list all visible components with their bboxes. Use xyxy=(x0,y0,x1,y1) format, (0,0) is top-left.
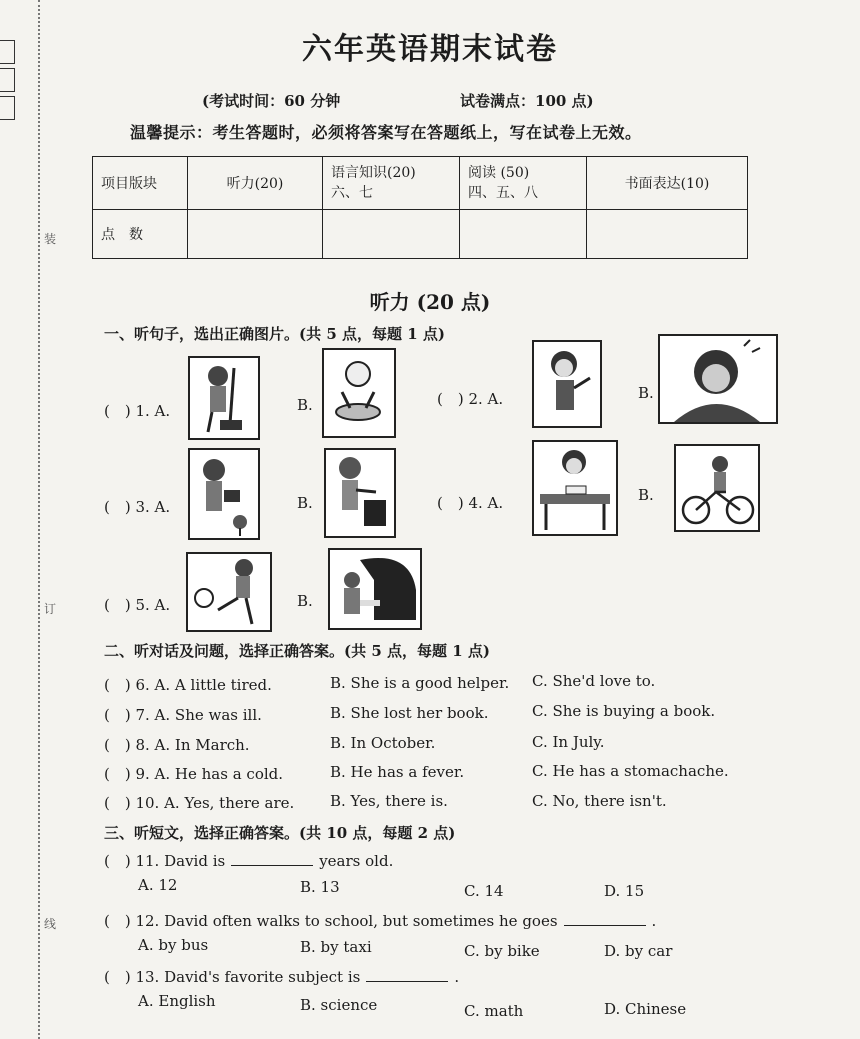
option-b-label: B. xyxy=(297,494,313,512)
stem-text: . xyxy=(454,968,460,986)
headache-icon xyxy=(660,336,776,422)
option-a: A. by bus xyxy=(138,936,209,954)
option-b: B. Yes, there is. xyxy=(330,792,448,810)
option-b: B. He has a fever. xyxy=(330,763,465,781)
question-number: ( ) 5. A. xyxy=(104,596,171,614)
cell-line: 语言知识(20) xyxy=(331,165,416,181)
cooking-icon xyxy=(326,450,394,536)
playing-piano-icon xyxy=(330,550,420,628)
question-number: ( ) 3. A. xyxy=(104,498,171,516)
option-c: C. by bike xyxy=(464,942,540,960)
option-c: C. She'd love to. xyxy=(532,672,656,690)
table-cell: 书面表达(10) xyxy=(587,157,748,210)
picture-option[interactable] xyxy=(532,440,618,536)
part1-heading: 一、听句子，选出正确图片。(共 5 点，每题 1 点) xyxy=(104,325,445,343)
question-number: ( ) 4. A. xyxy=(437,494,504,512)
question-stem: ( ) 8. A. In March. xyxy=(104,736,250,754)
table-cell: 听力(20) xyxy=(188,157,323,210)
question-stem: ( ) 6. A. A little tired. xyxy=(104,676,272,694)
answer-blank[interactable] xyxy=(231,853,313,866)
picture-option[interactable] xyxy=(188,356,260,440)
binding-line xyxy=(38,0,40,1039)
cell-line: 六、七 xyxy=(331,185,373,201)
cell-line: 四、五、八 xyxy=(468,185,538,201)
score-table xyxy=(92,156,748,259)
watering-flowers-icon xyxy=(190,450,258,538)
option-a: A. English xyxy=(138,992,216,1010)
doing-homework-icon xyxy=(534,442,616,534)
full-score: 试卷满点：100 点) xyxy=(460,92,594,110)
picture-option[interactable] xyxy=(186,552,272,632)
score-input-cell[interactable] xyxy=(188,210,323,259)
cell-line: 阅读 (50) xyxy=(468,165,530,181)
table-cell xyxy=(460,157,587,210)
margin-mark: 线 xyxy=(44,917,57,931)
picture-option[interactable] xyxy=(324,448,396,538)
question-number: ( ) 2. A. xyxy=(437,390,504,408)
answer-blank[interactable] xyxy=(564,913,646,926)
score-input-cell[interactable] xyxy=(460,210,587,259)
table-cell: 项目版块 xyxy=(93,157,188,210)
exam-time: (考试时间：60 分钟 xyxy=(202,92,341,110)
picture-option[interactable] xyxy=(322,348,396,438)
question-stem: ( ) 10. A. Yes, there are. xyxy=(104,794,295,812)
option-c: C. No, there isn't. xyxy=(532,792,667,810)
option-d: D. 15 xyxy=(604,882,645,900)
option-b-label: B. xyxy=(297,396,313,414)
score-input-cell[interactable] xyxy=(587,210,748,259)
option-d: D. by car xyxy=(604,942,673,960)
option-b: B. In October. xyxy=(330,734,436,752)
stem-text: years old. xyxy=(319,852,394,870)
option-c: C. math xyxy=(464,1002,524,1020)
answer-blank[interactable] xyxy=(366,969,448,982)
stem-text: ( ) 13. David's favorite subject is xyxy=(104,968,361,986)
stem-text: ( ) 12. David often walks to school, but sometimes he goes xyxy=(104,912,558,930)
option-b: B. She is a good helper. xyxy=(330,674,510,692)
option-b: B. by taxi xyxy=(300,938,372,956)
table-cell: 点 数 xyxy=(93,210,188,259)
option-b: B. 13 xyxy=(300,878,340,896)
picture-option[interactable] xyxy=(532,340,602,428)
picture-option[interactable] xyxy=(658,334,778,424)
option-b: B. She lost her book. xyxy=(330,704,489,722)
table-cell xyxy=(323,157,460,210)
margin-mark: 订 xyxy=(44,602,57,616)
option-c: C. In July. xyxy=(532,733,605,751)
section-title: 听力 (20 点) xyxy=(369,290,491,314)
picture-option[interactable] xyxy=(328,548,422,630)
corner-box xyxy=(0,96,15,120)
exam-title: 六年英语期末试卷 xyxy=(302,32,558,67)
picture-option[interactable] xyxy=(188,448,260,540)
score-input-cell[interactable] xyxy=(323,210,460,259)
option-d: D. Chinese xyxy=(604,1000,687,1018)
sweeping-icon xyxy=(190,358,258,438)
playing-football-icon xyxy=(188,554,270,630)
picture-option[interactable] xyxy=(674,444,760,532)
question-stem xyxy=(104,966,459,987)
question-stem xyxy=(104,850,393,871)
question-stem: ( ) 7. A. She was ill. xyxy=(104,706,262,724)
corner-box xyxy=(0,68,15,92)
part2-heading: 二、听对话及问题，选择正确答案。(共 5 点，每题 1 点) xyxy=(104,642,490,660)
stem-text: . xyxy=(651,912,657,930)
question-number: ( ) 1. A. xyxy=(104,402,171,420)
part3-heading: 三、听短文，选择正确答案。(共 10 点，每题 2 点) xyxy=(104,824,456,842)
riding-bike-icon xyxy=(676,446,758,530)
washing-icon xyxy=(324,350,394,436)
question-stem: ( ) 9. A. He has a cold. xyxy=(104,765,284,783)
margin-mark: 装 xyxy=(44,232,57,246)
question-stem xyxy=(104,910,656,931)
option-c: C. 14 xyxy=(464,882,504,900)
option-b-label: B. xyxy=(638,486,654,504)
option-b: B. science xyxy=(300,996,378,1014)
option-b-label: B. xyxy=(638,384,654,402)
tip-text: 温馨提示：考生答题时，必须将答案写在答题纸上，写在试卷上无效。 xyxy=(130,123,642,142)
option-c: C. He has a stomachache. xyxy=(532,762,729,780)
option-b-label: B. xyxy=(297,592,313,610)
option-a: A. 12 xyxy=(138,876,178,894)
stem-text: ( ) 11. David is xyxy=(104,852,226,870)
girl-eating-icon xyxy=(534,342,600,426)
option-c: C. She is buying a book. xyxy=(532,702,716,720)
